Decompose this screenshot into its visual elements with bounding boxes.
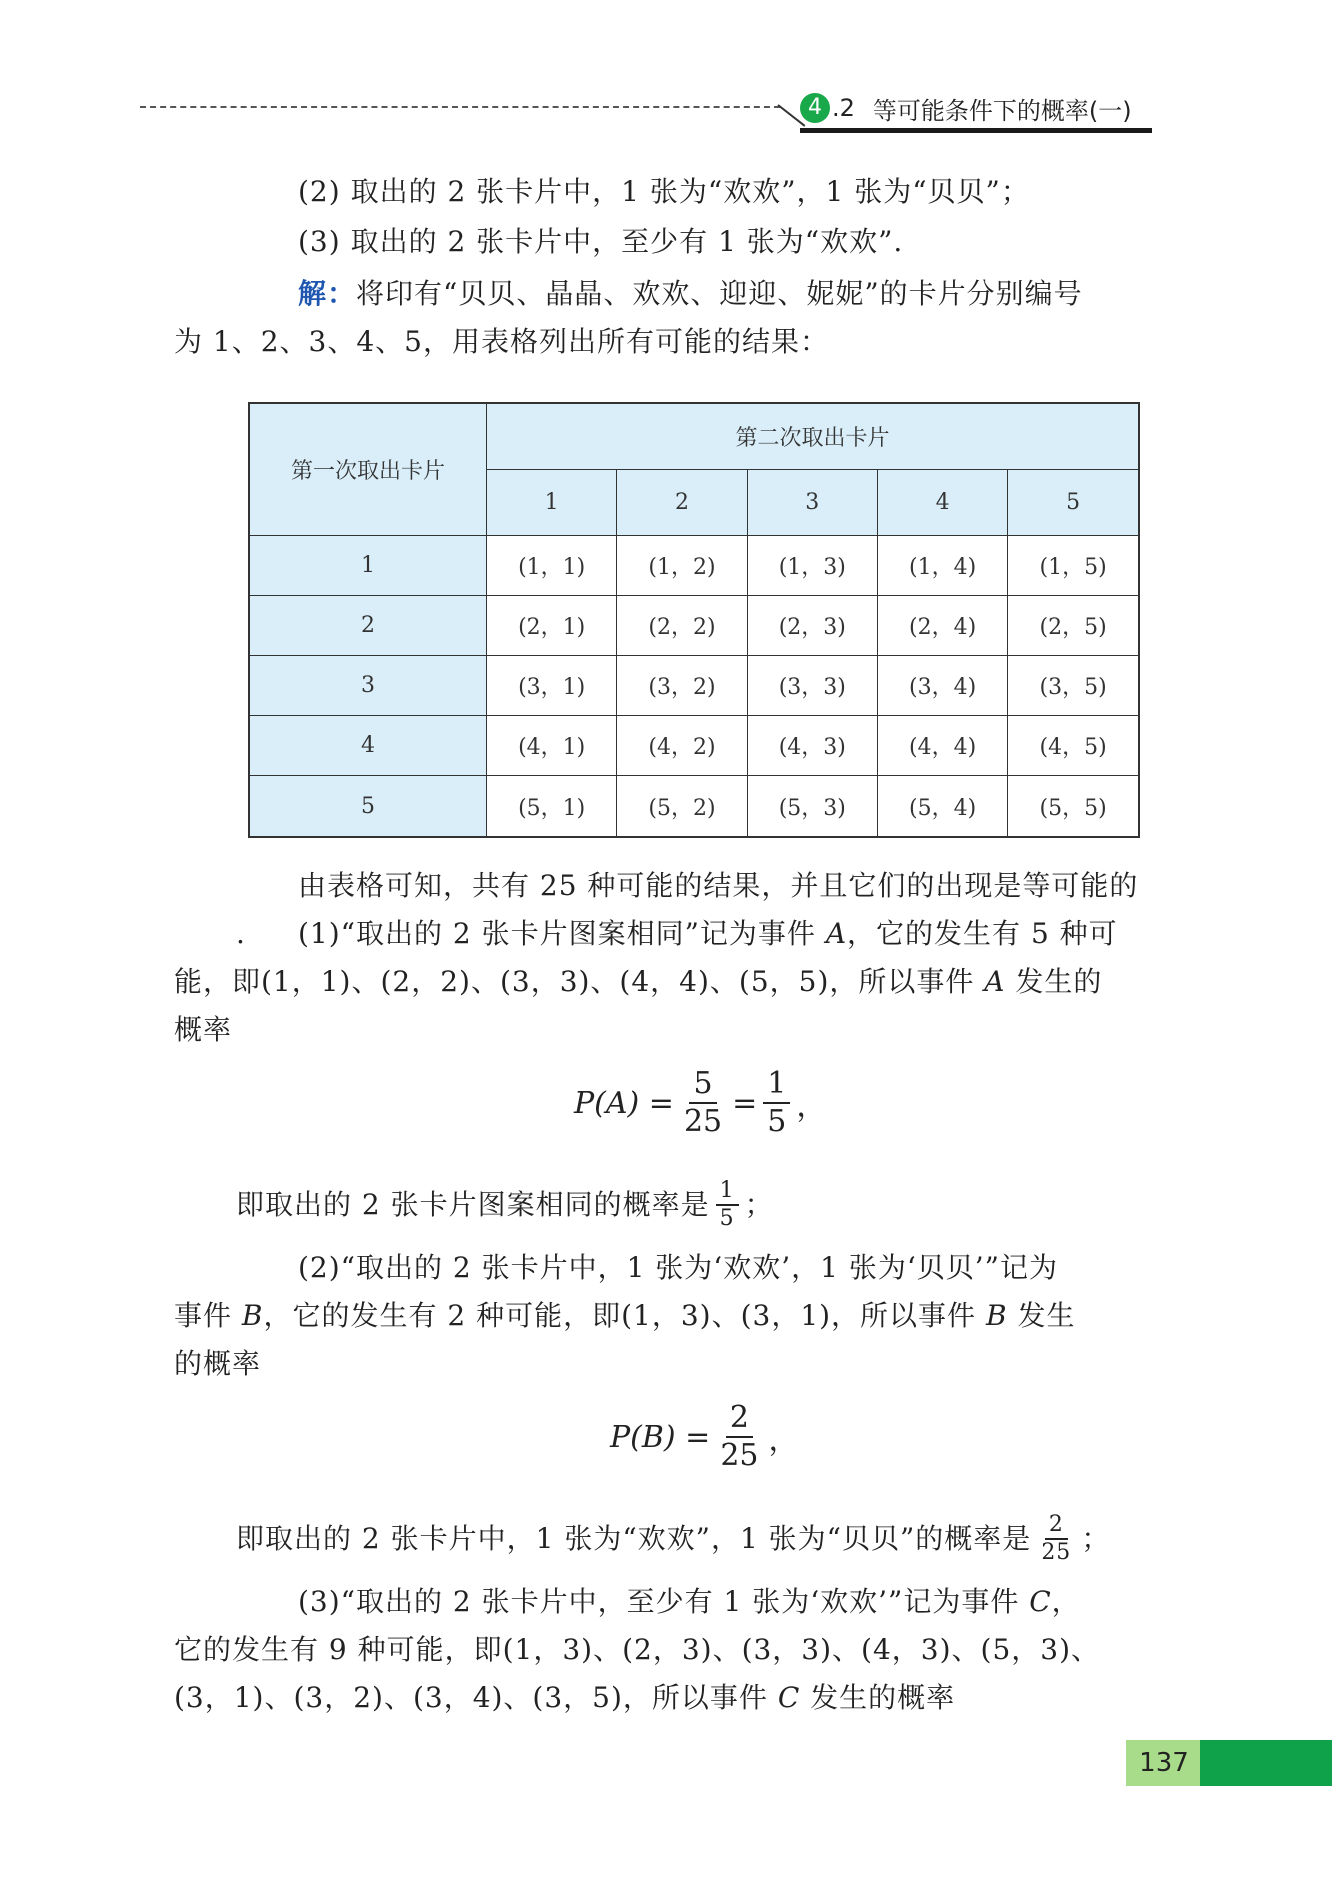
formula-pa: P(A) = $\frac{5}{25}$ = $\frac{1}{5}$ ，	[574, 1066, 827, 1139]
fraction: $\frac{1}{5}$	[716, 1178, 739, 1232]
answer-3: (3)“取出的 2 张卡片中，至少有 1 张为‘欢欢’”记为事件 C， 它的发生有 9 种可能，即(1，3)、(2，3)、(3，3)、(4，3)、(5，3)、 (3，1)、(3，2)、(3，4)、(3，5)，所以事件 C 发生的概率	[174, 1585, 1101, 1714]
chapter-badge: 4	[800, 93, 830, 123]
table-cell: (5，3)	[747, 776, 877, 837]
table-cell: (2，2)	[617, 595, 747, 655]
table-cell: (2，4)	[877, 595, 1007, 655]
section-title: 等可能条件下的概率(一)	[872, 96, 1132, 125]
row-label: 4	[249, 716, 487, 776]
col-label: 5	[1008, 469, 1139, 535]
table-cell: (1，5)	[1008, 535, 1139, 595]
page-number: 137	[1126, 1740, 1202, 1786]
outcome-table	[248, 402, 1140, 838]
col-label: 4	[877, 469, 1007, 535]
table-cell: (1，2)	[617, 535, 747, 595]
col-label: 3	[747, 469, 877, 535]
table-cell: (5，4)	[877, 776, 1007, 837]
running-header	[800, 88, 1152, 133]
table-cell: (1，4)	[877, 535, 1007, 595]
fraction: $\frac{2}{25}$	[720, 1400, 759, 1473]
answer-2: (2)“取出的 2 张卡片中，1 张为‘欢欢’，1 张为‘贝贝’”记为 事件 B，它的发生有 2 种可能，即(1，3)、(3，1)，所以事件 B 发生 的概率	[174, 1251, 1076, 1380]
table-cell: (3，2)	[617, 655, 747, 715]
row-label: 2	[249, 595, 487, 655]
fraction: $\frac{1}{5}$	[763, 1066, 790, 1140]
header-dashed-rule	[140, 106, 780, 108]
table-row	[249, 776, 1139, 837]
row-label: 5	[249, 776, 487, 837]
result-1: 即取出的 2 张卡片图案相同的概率是 $\frac{1}{5}$ ；	[236, 1178, 774, 1231]
col-label: 1	[487, 469, 617, 535]
table-row	[249, 655, 1139, 715]
table-cell: (4，3)	[747, 716, 877, 776]
table-cell: (3，5)	[1008, 655, 1139, 715]
solution-intro: 解：将印有“贝贝、晶晶、欢欢、迎迎、妮妮”的卡片分别编号 为 1、2、3、4、5，用表格列出所有可能的结果：	[174, 277, 1083, 358]
col-group-header-cell: 第二次取出卡片	[487, 403, 1140, 469]
question-2: (2) 取出的 2 张卡片中，1 张为“欢欢”，1 张为“贝贝”；	[298, 175, 1030, 208]
col-label: 2	[617, 469, 747, 535]
table-row	[249, 535, 1139, 595]
solution-keyword: 解：	[298, 277, 357, 310]
table-cell: (2，1)	[487, 595, 617, 655]
table-cell: (2，5)	[1008, 595, 1139, 655]
fraction: $\frac{2}{25}$	[1041, 1512, 1072, 1565]
table-conclusion: 由表格可知，共有 25 种可能的结果，并且它们的出现是等可能的 .	[236, 869, 1139, 950]
table-cell: (4，1)	[487, 716, 617, 776]
table-cell: (2，3)	[747, 595, 877, 655]
table-cell: (3，3)	[747, 655, 877, 715]
table-row	[249, 716, 1139, 776]
section-number: .2	[832, 94, 855, 122]
formula-pb: P(B) = $\frac{2}{25}$ ，	[610, 1400, 799, 1473]
fraction: $\frac{5}{25}$	[683, 1066, 723, 1139]
result-2: 即取出的 2 张卡片中，1 张为“欢欢”，1 张为“贝贝”的概率是 $\frac{2}{25}$ ；	[236, 1512, 1111, 1565]
table-cell: (4，2)	[617, 716, 747, 776]
table-cell: (4，4)	[877, 716, 1007, 776]
table-cell: (5，1)	[487, 776, 617, 837]
table-cell: (1，3)	[747, 535, 877, 595]
row-header-cell: 第一次取出卡片	[249, 403, 487, 535]
answer-1: (1)“取出的 2 张卡片图案相同”记为事件 A，它的发生有 5 种可 能，即(1，1)、(2，2)、(3，3)、(4，4)、(5，5)，所以事件 A 发生的 概率	[174, 917, 1118, 1046]
row-label: 1	[249, 535, 487, 595]
table-cell: (3，4)	[877, 655, 1007, 715]
table-cell: (1，1)	[487, 535, 617, 595]
table-cell: (3，1)	[487, 655, 617, 715]
table-cell: (4，5)	[1008, 716, 1139, 776]
row-label: 3	[249, 655, 487, 715]
page-tab-decoration	[1200, 1740, 1332, 1786]
table-cell: (5，5)	[1008, 776, 1139, 837]
table-cell: (5，2)	[617, 776, 747, 837]
question-3: (3) 取出的 2 张卡片中，至少有 1 张为“欢欢”.	[298, 225, 904, 258]
table-row	[249, 595, 1139, 655]
